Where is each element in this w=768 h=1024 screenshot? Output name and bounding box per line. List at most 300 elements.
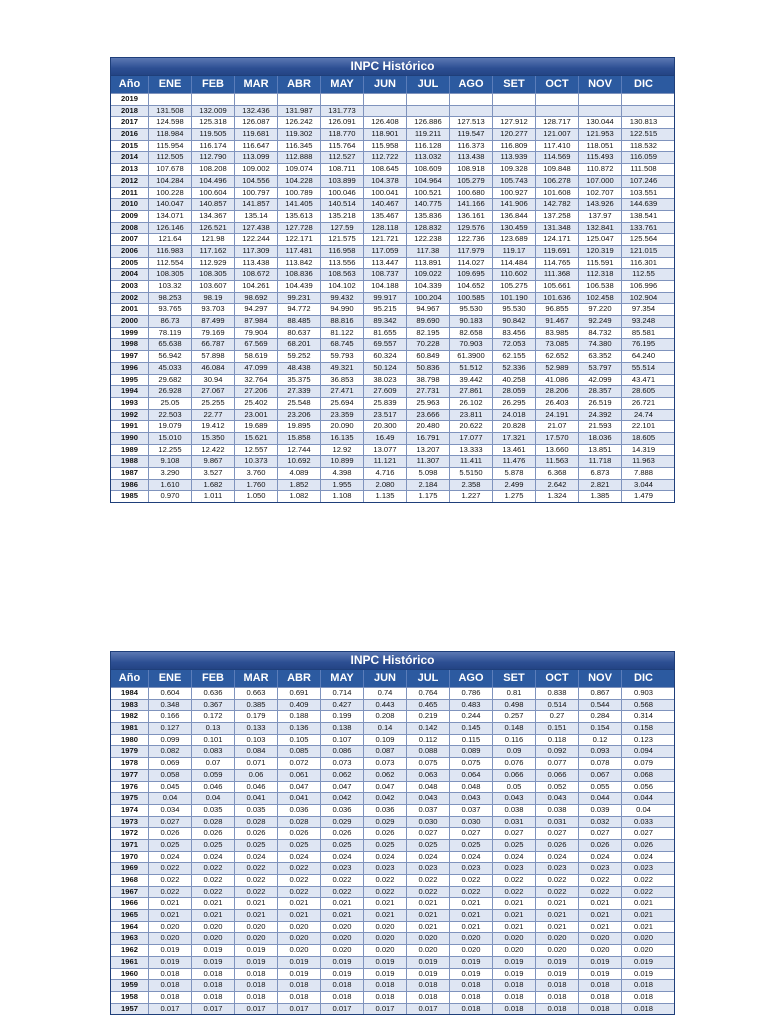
value-cell: [364, 94, 407, 105]
value-cell: 0.021: [235, 898, 278, 909]
value-cell: 0.465: [407, 700, 450, 711]
year-cell: 2004: [111, 269, 149, 280]
value-cell: 0.018: [536, 980, 579, 991]
value-cell: 0.022: [149, 875, 192, 886]
value-cell: 126.521: [192, 223, 235, 234]
year-cell: 1969: [111, 863, 149, 874]
table-row: [111, 105, 674, 117]
value-cell: 0.022: [278, 875, 321, 886]
table-row: [111, 921, 674, 933]
value-cell: 103.607: [192, 281, 235, 292]
value-cell: 0.764: [407, 688, 450, 699]
value-cell: 121.98: [192, 234, 235, 245]
value-cell: 5.878: [493, 468, 536, 479]
value-cell: 62.155: [493, 351, 536, 362]
value-cell: 35.375: [278, 375, 321, 386]
table-row: [111, 409, 674, 421]
year-cell: 1975: [111, 793, 149, 804]
table-row: [111, 991, 674, 1003]
value-cell: [536, 94, 579, 105]
value-cell: 118.770: [321, 129, 364, 140]
value-cell: 111.508: [630, 164, 657, 174]
value-cell: 65.638: [149, 339, 192, 350]
value-cell: 0.036: [321, 805, 364, 816]
table-row: [111, 455, 674, 467]
value-cell: 6.368: [536, 468, 579, 479]
value-cell: 0.019: [149, 945, 192, 956]
value-cell: 0.055: [579, 782, 622, 793]
value-cell: 0.044: [579, 793, 622, 804]
value-cell: 0.028: [192, 817, 235, 828]
value-cell: 112.888: [278, 152, 321, 163]
value-cell: 118.984: [149, 129, 192, 140]
year-cell: 1999: [111, 328, 149, 339]
value-cell: 0.020: [364, 933, 407, 944]
table-row: [111, 374, 674, 386]
year-cell: 1978: [111, 758, 149, 769]
value-cell: 0.021: [536, 910, 579, 921]
year-cell: 1968: [111, 875, 149, 886]
value-cell: 48.438: [278, 363, 321, 374]
value-cell: 0.021: [450, 910, 493, 921]
value-cell: 9.108: [149, 456, 192, 467]
value-cell: 59.793: [321, 351, 364, 362]
value-cell: 0.021: [450, 922, 493, 933]
value-cell: 80.637: [278, 328, 321, 339]
year-cell: 2010: [111, 199, 149, 210]
value-cell: 0.064: [450, 770, 493, 781]
value-cell: 0.020: [235, 933, 278, 944]
value-cell: [622, 94, 665, 105]
value-cell: 118.051: [579, 141, 622, 152]
value-cell: 122.515: [629, 129, 658, 139]
value-cell: 0.019: [536, 969, 579, 980]
year-cell: 2006: [111, 246, 149, 257]
value-cell: 116.958: [321, 246, 364, 257]
value-cell: 0.038: [536, 805, 579, 816]
value-cell: 0.086: [321, 746, 364, 757]
value-cell: 0.082: [149, 746, 192, 757]
value-cell: 27.731: [407, 386, 450, 397]
column-header: AGO: [450, 76, 493, 93]
value-cell: 0.112: [407, 735, 450, 746]
value-cell: 130.813: [629, 117, 658, 127]
value-cell: 121.007: [536, 129, 579, 140]
value-cell: 0.018: [278, 980, 321, 991]
value-cell: 0.81: [493, 688, 536, 699]
value-cell: 102.458: [579, 293, 622, 304]
value-cell: 104.228: [278, 176, 321, 187]
value-cell: 0.025: [192, 840, 235, 851]
value-cell: 0.027: [493, 828, 536, 839]
year-cell: 1990: [111, 433, 149, 444]
value-cell: 136.161: [450, 211, 493, 222]
value-cell: 0.019: [278, 957, 321, 968]
value-cell: 0.067: [579, 770, 622, 781]
value-cell: 0.74: [364, 688, 407, 699]
table-row: [111, 245, 674, 257]
value-cell: 27.861: [450, 386, 493, 397]
value-cell: 2.358: [450, 480, 493, 491]
value-cell: 117.979: [450, 246, 493, 257]
value-cell: 100.789: [278, 188, 321, 199]
value-cell: 24.74: [633, 409, 653, 419]
value-cell: 24.191: [536, 410, 579, 421]
value-cell: [321, 94, 364, 105]
value-cell: 6.873: [579, 468, 622, 479]
value-cell: 100.585: [450, 293, 493, 304]
value-cell: 137.97: [579, 211, 622, 222]
value-cell: 24.392: [579, 410, 622, 421]
value-cell: 59.252: [278, 351, 321, 362]
value-cell: [364, 106, 407, 117]
value-cell: 18.605: [631, 432, 656, 442]
column-header: FEB: [192, 670, 235, 687]
value-cell: 20.480: [407, 421, 450, 432]
table-row: [111, 362, 674, 374]
value-cell: 62.652: [536, 351, 579, 362]
value-cell: 116.174: [192, 141, 235, 152]
value-cell: 50.124: [364, 363, 407, 374]
value-cell: 119.691: [536, 246, 579, 257]
value-cell: 113.447: [364, 258, 407, 269]
value-cell: 104.964: [407, 176, 450, 187]
value-cell: 120.319: [579, 246, 622, 257]
value-cell: 104.102: [321, 281, 364, 292]
value-cell: 0.092: [536, 746, 579, 757]
value-cell: 0.020: [149, 922, 192, 933]
value-cell: 0.158: [633, 723, 653, 733]
value-cell: 0.385: [235, 700, 278, 711]
value-cell: 0.099: [149, 735, 192, 746]
value-cell: 0.022: [235, 863, 278, 874]
value-cell: 1.324: [536, 491, 579, 502]
value-cell: 0.022: [450, 875, 493, 886]
value-cell: 52.989: [536, 363, 579, 374]
table-row: [111, 886, 674, 898]
value-cell: 0.021: [633, 910, 653, 920]
value-cell: 109.848: [536, 164, 579, 175]
value-cell: 0.018: [235, 992, 278, 1003]
table-row: [111, 420, 674, 432]
value-cell: 0.636: [192, 688, 235, 699]
value-cell: 128.717: [536, 117, 579, 128]
value-cell: 113.939: [493, 152, 536, 163]
value-cell: 15.350: [192, 433, 235, 444]
value-cell: 1.135: [364, 491, 407, 502]
value-cell: 0.172: [192, 711, 235, 722]
value-cell: 0.021: [579, 898, 622, 909]
value-cell: 0.026: [579, 840, 622, 851]
value-cell: 0.022: [633, 875, 653, 884]
value-cell: 0.022: [192, 875, 235, 886]
value-cell: 38.798: [407, 375, 450, 386]
table-row: [111, 792, 674, 804]
value-cell: 0.018: [192, 969, 235, 980]
value-cell: 0.066: [536, 770, 579, 781]
value-cell: 0.019: [536, 957, 579, 968]
value-cell: 0.020: [364, 945, 407, 956]
column-header: ENE: [149, 670, 192, 687]
value-cell: 0.021: [321, 898, 364, 909]
column-header: JUN: [364, 670, 407, 687]
value-cell: 0.043: [536, 793, 579, 804]
column-header: MAR: [235, 670, 278, 687]
value-cell: 0.020: [536, 933, 579, 944]
column-header: FEB: [192, 76, 235, 93]
value-cell: 0.024: [149, 852, 192, 863]
value-cell: 7.888: [633, 468, 653, 477]
value-cell: 121.64: [149, 234, 192, 245]
value-cell: 0.604: [149, 688, 192, 699]
value-cell: 0.019: [407, 969, 450, 980]
value-cell: 0.06: [235, 770, 278, 781]
year-cell: 1971: [111, 840, 149, 851]
value-cell: 114.027: [450, 258, 493, 269]
value-cell: [149, 94, 192, 105]
table-row: [111, 909, 674, 921]
value-cell: 0.024: [192, 852, 235, 863]
value-cell: 11.963: [632, 456, 655, 466]
value-cell: 109.022: [407, 269, 450, 280]
value-cell: 1.227: [450, 491, 493, 502]
value-cell: 0.073: [321, 758, 364, 769]
value-cell: 0.199: [321, 711, 364, 722]
value-cell: 104.188: [364, 281, 407, 292]
value-cell: 72.053: [493, 339, 536, 350]
value-cell: 16.49: [364, 433, 407, 444]
value-cell: 15.010: [149, 433, 192, 444]
value-cell: 107.000: [579, 176, 622, 187]
value-cell: 0.021: [278, 910, 321, 921]
value-cell: 136.844: [493, 211, 536, 222]
year-cell: 1970: [111, 852, 149, 863]
value-cell: [493, 106, 536, 117]
value-cell: 0.021: [579, 922, 622, 933]
value-cell: 119.547: [450, 129, 493, 140]
value-cell: 116.647: [235, 141, 278, 152]
value-cell: 0.075: [450, 758, 493, 769]
value-cell: 126.242: [278, 117, 321, 128]
value-cell: 0.348: [149, 700, 192, 711]
value-cell: 0.04: [636, 804, 651, 814]
value-cell: 95.215: [364, 304, 407, 315]
table-row: [111, 757, 674, 769]
value-cell: 110.872: [579, 164, 622, 175]
value-cell: 1.385: [579, 491, 622, 502]
value-cell: 0.025: [450, 840, 493, 851]
value-cell: 0.020: [364, 922, 407, 933]
value-cell: 68.201: [278, 339, 321, 350]
value-cell: 0.059: [192, 770, 235, 781]
value-cell: 121.953: [579, 129, 622, 140]
value-cell: 0.026: [278, 828, 321, 839]
value-cell: 11.563: [536, 456, 579, 467]
value-cell: 109.328: [493, 164, 536, 175]
value-cell: 104.439: [278, 281, 321, 292]
column-header: NOV: [579, 670, 622, 687]
value-cell: 0.027: [407, 828, 450, 839]
value-cell: 140.467: [364, 199, 407, 210]
value-cell: 100.041: [364, 188, 407, 199]
value-cell: 0.021: [192, 910, 235, 921]
value-cell: 0.085: [278, 746, 321, 757]
value-cell: 88.816: [321, 316, 364, 327]
value-cell: 15.621: [235, 433, 278, 444]
value-cell: 108.836: [278, 269, 321, 280]
value-cell: 3.290: [149, 468, 192, 479]
value-cell: 114.569: [536, 152, 579, 163]
year-cell: 1989: [111, 445, 149, 456]
value-cell: 141.166: [450, 199, 493, 210]
table-row: [111, 932, 674, 944]
value-cell: 20.300: [364, 421, 407, 432]
value-cell: 0.062: [364, 770, 407, 781]
value-cell: 0.025: [149, 840, 192, 851]
value-cell: 0.020: [450, 933, 493, 944]
value-cell: 0.483: [450, 700, 493, 711]
value-cell: [450, 94, 493, 105]
value-cell: 0.018: [493, 1004, 536, 1015]
value-cell: 29.682: [149, 375, 192, 386]
value-cell: 92.249: [579, 316, 622, 327]
value-cell: 0.027: [536, 828, 579, 839]
value-cell: 0.078: [579, 758, 622, 769]
value-cell: 0.044: [633, 793, 653, 803]
year-cell: 2016: [111, 129, 149, 140]
value-cell: 0.019: [407, 957, 450, 968]
value-cell: 0.068: [633, 769, 653, 779]
table-row: [111, 490, 674, 502]
value-cell: 0.022: [579, 887, 622, 898]
column-header: SET: [493, 670, 536, 687]
value-cell: 0.019: [579, 969, 622, 980]
value-cell: 0.019: [192, 957, 235, 968]
value-cell: 135.836: [407, 211, 450, 222]
value-cell: 85.581: [631, 327, 656, 337]
value-cell: 0.12: [579, 735, 622, 746]
year-cell: 1977: [111, 770, 149, 781]
value-cell: 138.541: [629, 210, 658, 220]
value-cell: 0.021: [633, 898, 653, 908]
value-cell: 36.853: [321, 375, 364, 386]
table-row: [111, 222, 674, 234]
value-cell: 0.021: [235, 910, 278, 921]
table-row: [111, 233, 674, 245]
inpc-table-1985-2019: [110, 57, 675, 503]
table-row: [111, 175, 674, 187]
value-cell: 23.206: [278, 410, 321, 421]
table-row: [111, 292, 674, 304]
value-cell: 0.257: [493, 711, 536, 722]
value-cell: 0.046: [235, 782, 278, 793]
value-cell: 0.028: [235, 817, 278, 828]
value-cell: 28.357: [579, 386, 622, 397]
value-cell: 0.09: [493, 746, 536, 757]
table-row: [111, 687, 674, 699]
value-cell: 1.175: [407, 491, 450, 502]
table-row: [111, 804, 674, 816]
value-cell: 108.208: [192, 164, 235, 175]
value-cell: 0.031: [536, 817, 579, 828]
column-header: Año: [111, 670, 149, 687]
value-cell: 41.086: [536, 375, 579, 386]
year-cell: 2011: [111, 188, 149, 199]
value-cell: 17.321: [493, 433, 536, 444]
value-cell: 0.032: [579, 817, 622, 828]
value-cell: 0.018: [450, 980, 493, 991]
value-cell: 0.022: [149, 887, 192, 898]
value-cell: 58.619: [235, 351, 278, 362]
value-cell: 0.022: [235, 887, 278, 898]
value-cell: 121.575: [321, 234, 364, 245]
value-cell: 89.342: [364, 316, 407, 327]
table-row: [111, 467, 674, 479]
value-cell: 0.093: [579, 746, 622, 757]
value-cell: 100.046: [321, 188, 364, 199]
value-cell: 86.73: [149, 316, 192, 327]
table-row: [111, 874, 674, 886]
value-cell: 135.467: [364, 211, 407, 222]
value-cell: 0.062: [321, 770, 364, 781]
value-cell: 0.020: [579, 933, 622, 944]
year-cell: 1988: [111, 456, 149, 467]
value-cell: 1.682: [192, 480, 235, 491]
value-cell: 16.135: [321, 433, 364, 444]
value-cell: 108.563: [321, 269, 364, 280]
value-cell: 0.021: [149, 910, 192, 921]
value-cell: 23.001: [235, 410, 278, 421]
value-cell: 121.015: [629, 245, 658, 255]
value-cell: 52.336: [493, 363, 536, 374]
value-cell: 25.255: [192, 398, 235, 409]
value-cell: 0.021: [493, 910, 536, 921]
value-cell: 0.084: [235, 746, 278, 757]
value-cell: 0.020: [536, 945, 579, 956]
value-cell: 10.373: [235, 456, 278, 467]
value-cell: 66.787: [192, 339, 235, 350]
value-cell: 0.047: [364, 782, 407, 793]
value-cell: 0.021: [450, 898, 493, 909]
value-cell: 24.018: [493, 410, 536, 421]
value-cell: 4.716: [364, 468, 407, 479]
value-cell: 42.099: [579, 375, 622, 386]
value-cell: 0.023: [407, 863, 450, 874]
value-cell: 0.020: [192, 933, 235, 944]
value-cell: 68.745: [321, 339, 364, 350]
value-cell: 0.970: [149, 491, 192, 502]
value-cell: 0.019: [364, 957, 407, 968]
value-cell: 0.041: [278, 793, 321, 804]
value-cell: 135.613: [278, 211, 321, 222]
value-cell: 0.018: [579, 992, 622, 1003]
year-cell: 2002: [111, 293, 149, 304]
value-cell: [235, 94, 278, 105]
value-cell: 116.301: [630, 257, 657, 267]
value-cell: 141.857: [235, 199, 278, 210]
value-cell: 22.77: [192, 410, 235, 421]
value-cell: 100.927: [493, 188, 536, 199]
value-cell: 50.836: [407, 363, 450, 374]
value-cell: 0.088: [407, 746, 450, 757]
value-cell: 123.689: [493, 234, 536, 245]
value-cell: 0.04: [192, 793, 235, 804]
value-cell: 90.842: [493, 316, 536, 327]
value-cell: 112.505: [149, 152, 192, 163]
year-cell: 1982: [111, 711, 149, 722]
value-cell: 0.021: [579, 910, 622, 921]
year-cell: 2000: [111, 316, 149, 327]
